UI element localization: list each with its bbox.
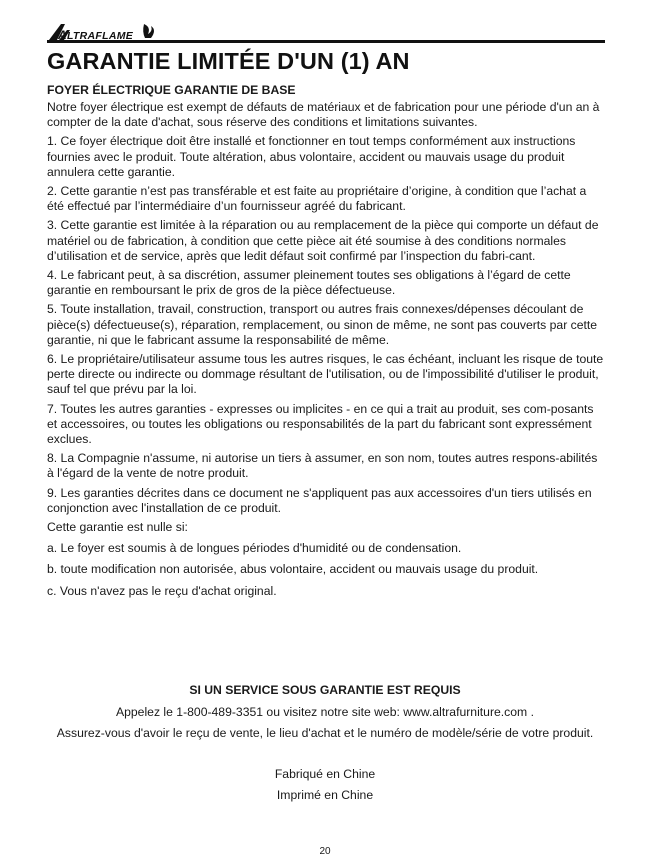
clause-4: 4. Le fabricant peut, à sa discrétion, assumer pleinement toutes ses obligations à l’égard de cette garantie en remboursant le prix de gros de la pièce défectueuse. [47, 268, 571, 298]
page-number: 20 [319, 846, 331, 857]
intro-paragraph: Notre foyer électrique est exempt de défauts de matériaux et de fabrication pour une période d'un an à compter de la date d'achat, sous réserve des conditions et limitations suivantes. [47, 100, 600, 130]
service-checklist: Assurez-vous d'avoir le reçu de vente, le lieu d'achat et le numéro de modèle/série de votre produit. [56, 726, 594, 740]
void-intro: Cette garantie est nulle si: [47, 520, 188, 535]
page-title: GARANTIE LIMITÉE D'UN (1) AN [47, 48, 410, 74]
clause-8: 8. La Compagnie n'assume, ni autorise un tiers à assumer, en son nom, toutes autres respons-abilités à l'égard de la vente de notre produit. [47, 451, 598, 481]
service-contact-line: Appelez le 1-800-489-3351 ou visitez notre site web: www.altrafurniture.com . [116, 705, 534, 719]
clause-1: 1. Ce foyer électrique doit être installé et fonctionner en tout temps conformément aux instructions fournies avec le produit. Toute altération, abus volontaire, accident ou mauvais usage du produit annulera cette garantie. [47, 134, 576, 179]
warranty-page [47, 18, 605, 599]
void-item-c: c. Vous n'avez pas le reçu d'achat original. [47, 583, 277, 598]
clause-9: 9. Les garanties décrites dans ce document ne s'appliquent pas aux accessoires d'un tiers utilisés en conjonction avec l'installation de ce produit. [47, 485, 592, 515]
service-title: SI UN SERVICE SOUS GARANTIE EST REQUIS [189, 683, 461, 697]
clause-5: 5. Toute installation, travail, construction, transport ou autres frais connexes/dépenses découlant de pièce(s) défectueuse(s), réparation, remplacement, ou sinon de même, ne sont pas couverts par cette garantie, ni que le fabricant assume la responsabilité de même. [47, 302, 598, 347]
clause-2: 2. Cette garantie n’est pas transférable et est faite au propriétaire d’origine, à condition que l’achat a été effectué par l’intermédiaire d’un fournisseur agréé du fabricant. [47, 184, 587, 214]
section-heading: FOYER ÉLECTRIQUE GARANTIE DE BASE [47, 83, 296, 97]
made-in-label: Fabriqué en Chine [274, 767, 376, 781]
clause-3: 3. Cette garantie est limitée à la réparation ou au remplacement de la pièce qui comporte un défaut de matériel ou de fabrication, à condition que cette pièce ait été soumise à des conditions normales d’utilisation et de service, après que ledit défaut soit confirmé par l’inspection du fabri-cant. [47, 218, 599, 263]
brand-header [47, 18, 605, 42]
header-rule [47, 40, 605, 43]
logo-initial: A [58, 28, 67, 42]
clause-7: 7. Toutes les autres garanties - expresses ou implicites - en ce qui a trait au produit, ses com-posants et accessoires, ou toutes les obligations ou responsabilités de la part du fabricant sont expressément exclues. [47, 401, 594, 447]
void-item-b: b. toute modification non autorisée, abus volontaire, accident ou mauvais usage du produit. [47, 562, 539, 577]
altraflame-logo [47, 20, 207, 42]
logo-wordmark: LTRAFLAME [67, 30, 134, 42]
printed-in-label: Imprimé en Chine [276, 788, 374, 802]
clause-6: 6. Le propriétaire/utilisateur assume tous les autres risques, le cas échéant, incluant les risque de toute perte directe ou indirecte ou dommage résultant de l'utilisation, ou de l'impossibilité d'utiliser le produit, sauf tel que prévu par la loi. [47, 352, 604, 397]
void-item-a: a. Le foyer est soumis à de longues périodes d'humidité ou de condensation. [47, 541, 462, 556]
